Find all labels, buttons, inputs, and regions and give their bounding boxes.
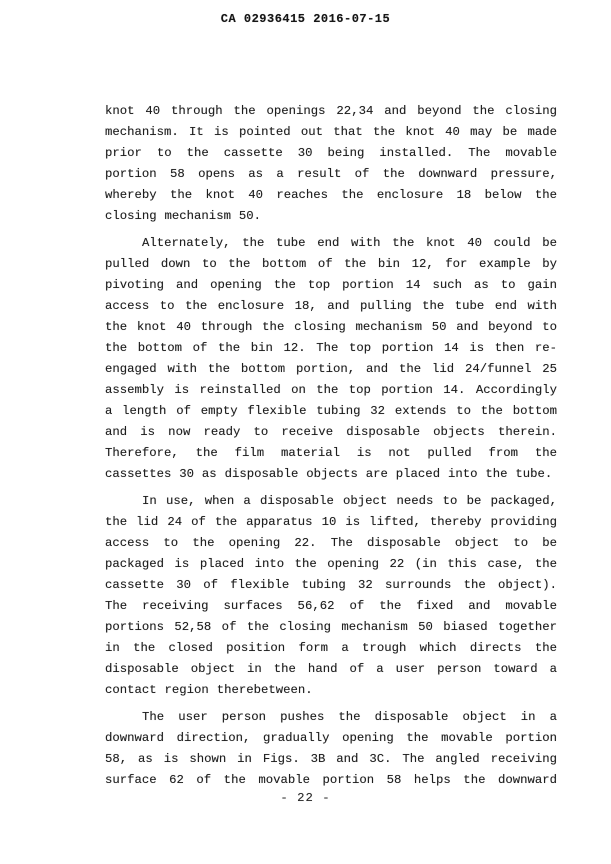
text-line: contact region therebetween.	[105, 683, 313, 697]
text-line: The receiving surfaces 56,62 of the fixed and movable	[105, 599, 557, 613]
text-line: portion 58 opens as a result of the downward pressure,	[105, 167, 557, 181]
text-line: prior to the cassette 30 being installed. The movable	[105, 146, 557, 160]
text-line: whereby the knot 40 reaches the enclosure 18 below the	[105, 188, 557, 202]
text-line: Alternately, the tube end with the knot 40 could be	[142, 236, 557, 250]
text-line: pivoting and opening the top portion 14 such as to gain	[105, 278, 557, 292]
paragraph	[105, 707, 557, 791]
text-line: a length of empty flexible tubing 32 extends to the bottom	[105, 404, 557, 418]
text-line: engaged with the bottom portion, and the lid 24/funnel 25	[105, 362, 557, 376]
text-line: 58, as is shown in Figs. 3B and 3C. The angled receiving	[105, 752, 557, 766]
page-number: - 22 -	[280, 791, 331, 805]
document-body	[105, 101, 557, 797]
text-line: downward direction, gradually opening the movable portion	[105, 731, 557, 745]
text-line: assembly is reinstalled on the top portion 14. Accordingly	[105, 383, 557, 397]
text-line: disposable object in the hand of a user person toward a	[105, 662, 557, 676]
text-line: Therefore, the film material is not pulled from the	[105, 446, 557, 460]
text-line: cassette 30 of flexible tubing 32 surrounds the object).	[105, 578, 557, 592]
text-line: knot 40 through the openings 22,34 and beyond the closing	[105, 104, 557, 118]
text-line: mechanism. It is pointed out that the knot 40 may be made	[105, 125, 557, 139]
paragraph	[105, 101, 557, 227]
text-line: closing mechanism 50.	[105, 209, 261, 223]
text-line: access to the opening 22. The disposable object to be	[105, 536, 557, 550]
paragraph	[105, 233, 557, 485]
text-line: the bottom of the bin 12. The top portion 14 is then re-	[105, 341, 557, 355]
text-line: the knot 40 through the closing mechanism 50 and beyond to	[105, 320, 557, 334]
text-line: packaged is placed into the opening 22 (in this case, the	[105, 557, 557, 571]
document-header: CA 02936415 2016-07-15	[220, 12, 391, 26]
paragraph	[105, 491, 557, 701]
text-line: pulled down to the bottom of the bin 12, for example by	[105, 257, 557, 271]
text-line: The user person pushes the disposable object in a	[142, 710, 557, 724]
text-line: and is now ready to receive disposable objects therein.	[105, 425, 557, 439]
text-line: portions 52,58 of the closing mechanism 50 biased together	[105, 620, 557, 634]
text-line: in the closed position form a trough which directs the	[105, 641, 557, 655]
text-line: cassettes 30 as disposable objects are placed into the tube.	[105, 467, 553, 481]
text-line: the lid 24 of the apparatus 10 is lifted, thereby providing	[105, 515, 557, 529]
text-line: In use, when a disposable object needs to be packaged,	[142, 494, 557, 508]
text-line: access to the enclosure 18, and pulling the tube end with	[105, 299, 557, 313]
text-line: surface 62 of the movable portion 58 helps the downward	[105, 773, 557, 787]
